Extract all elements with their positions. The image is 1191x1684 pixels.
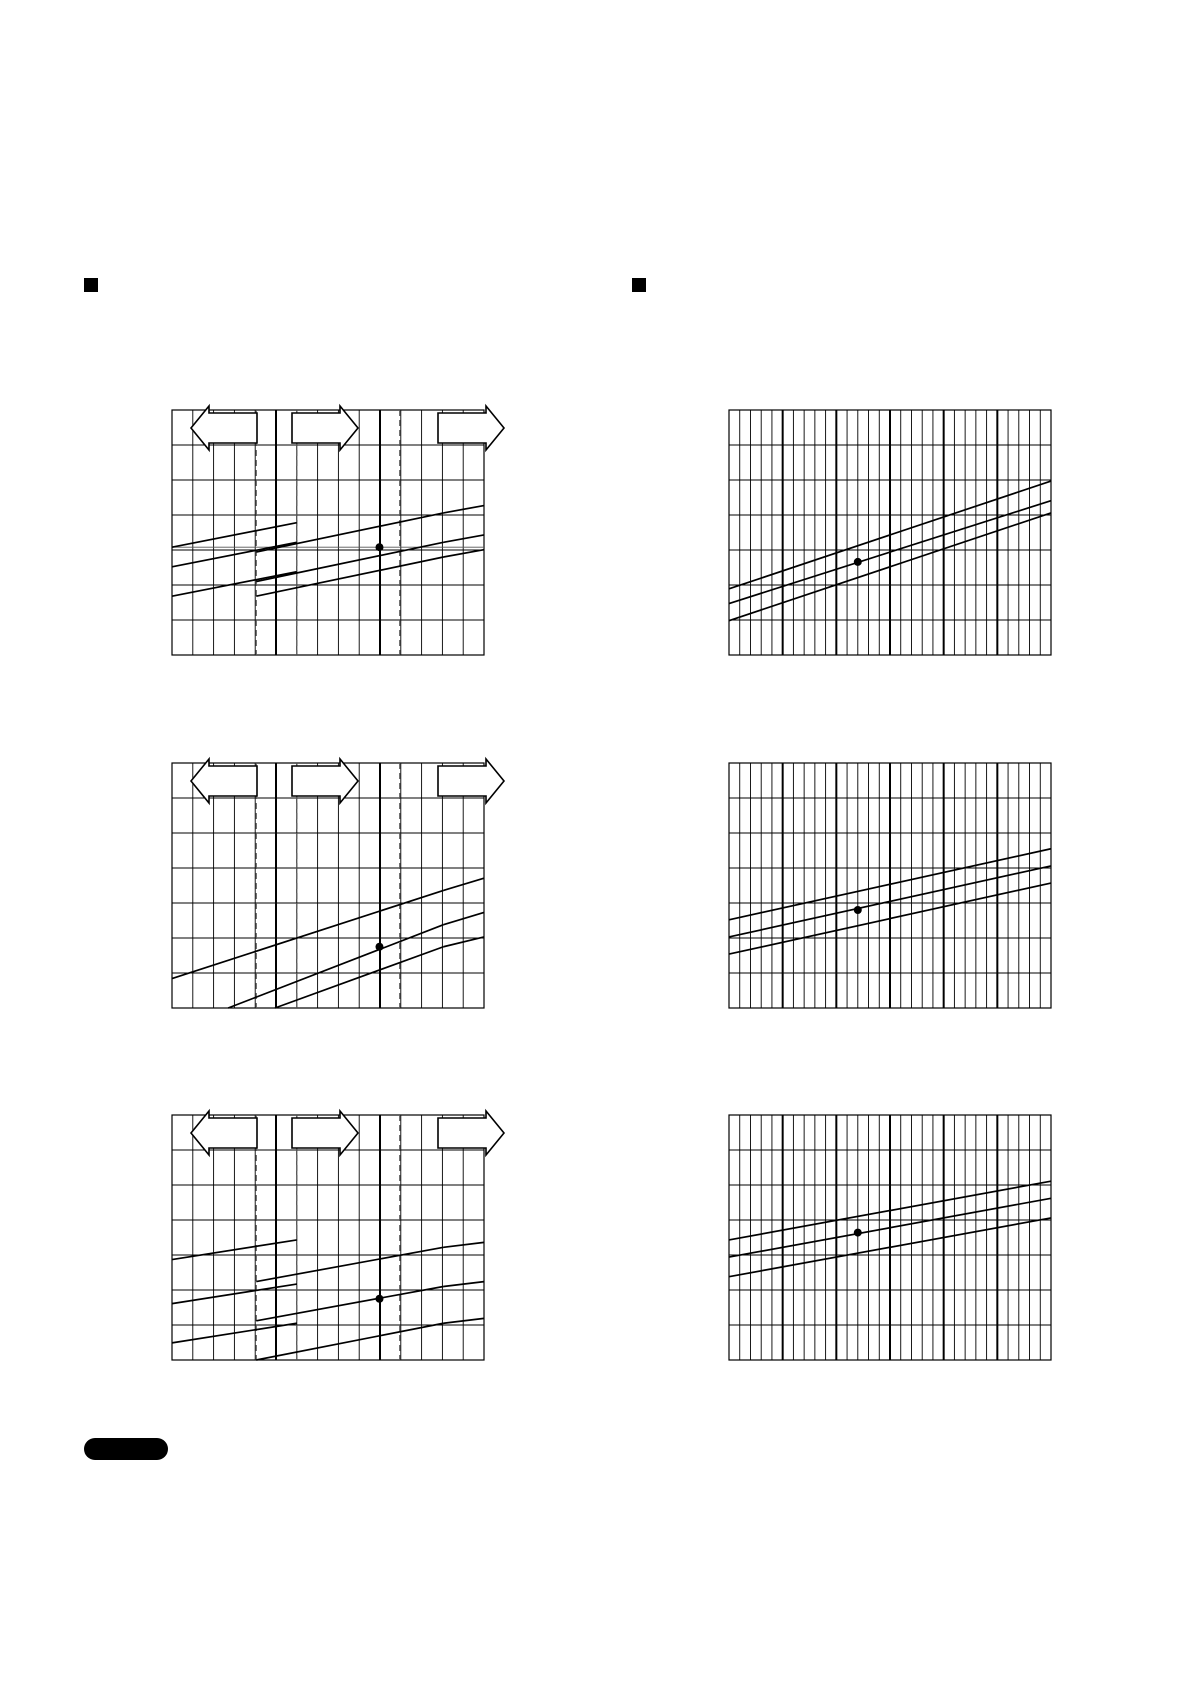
section-marker-right-icon (632, 278, 646, 292)
chart-left-2 (172, 763, 484, 1008)
chart-left-1 (172, 410, 484, 655)
operating-point (375, 1295, 383, 1303)
operating-point (375, 543, 383, 551)
arrow-right-icon (438, 1111, 504, 1155)
note-badge-icon (84, 1438, 168, 1460)
plot-frame (172, 1115, 484, 1360)
plot-frame (172, 410, 484, 655)
arrow-right-icon (438, 406, 504, 450)
operating-point (854, 1229, 862, 1237)
chart-right-2 (729, 763, 1051, 1008)
chart-right-3 (729, 1115, 1051, 1360)
plot-frame (172, 763, 484, 1008)
arrow-right-icon (438, 759, 504, 803)
chart-left-3 (172, 1115, 484, 1360)
operating-point (854, 558, 862, 566)
section-marker-left-icon (84, 278, 98, 292)
operating-point (375, 943, 383, 951)
chart-right-1 (729, 410, 1051, 655)
operating-point (854, 906, 862, 914)
